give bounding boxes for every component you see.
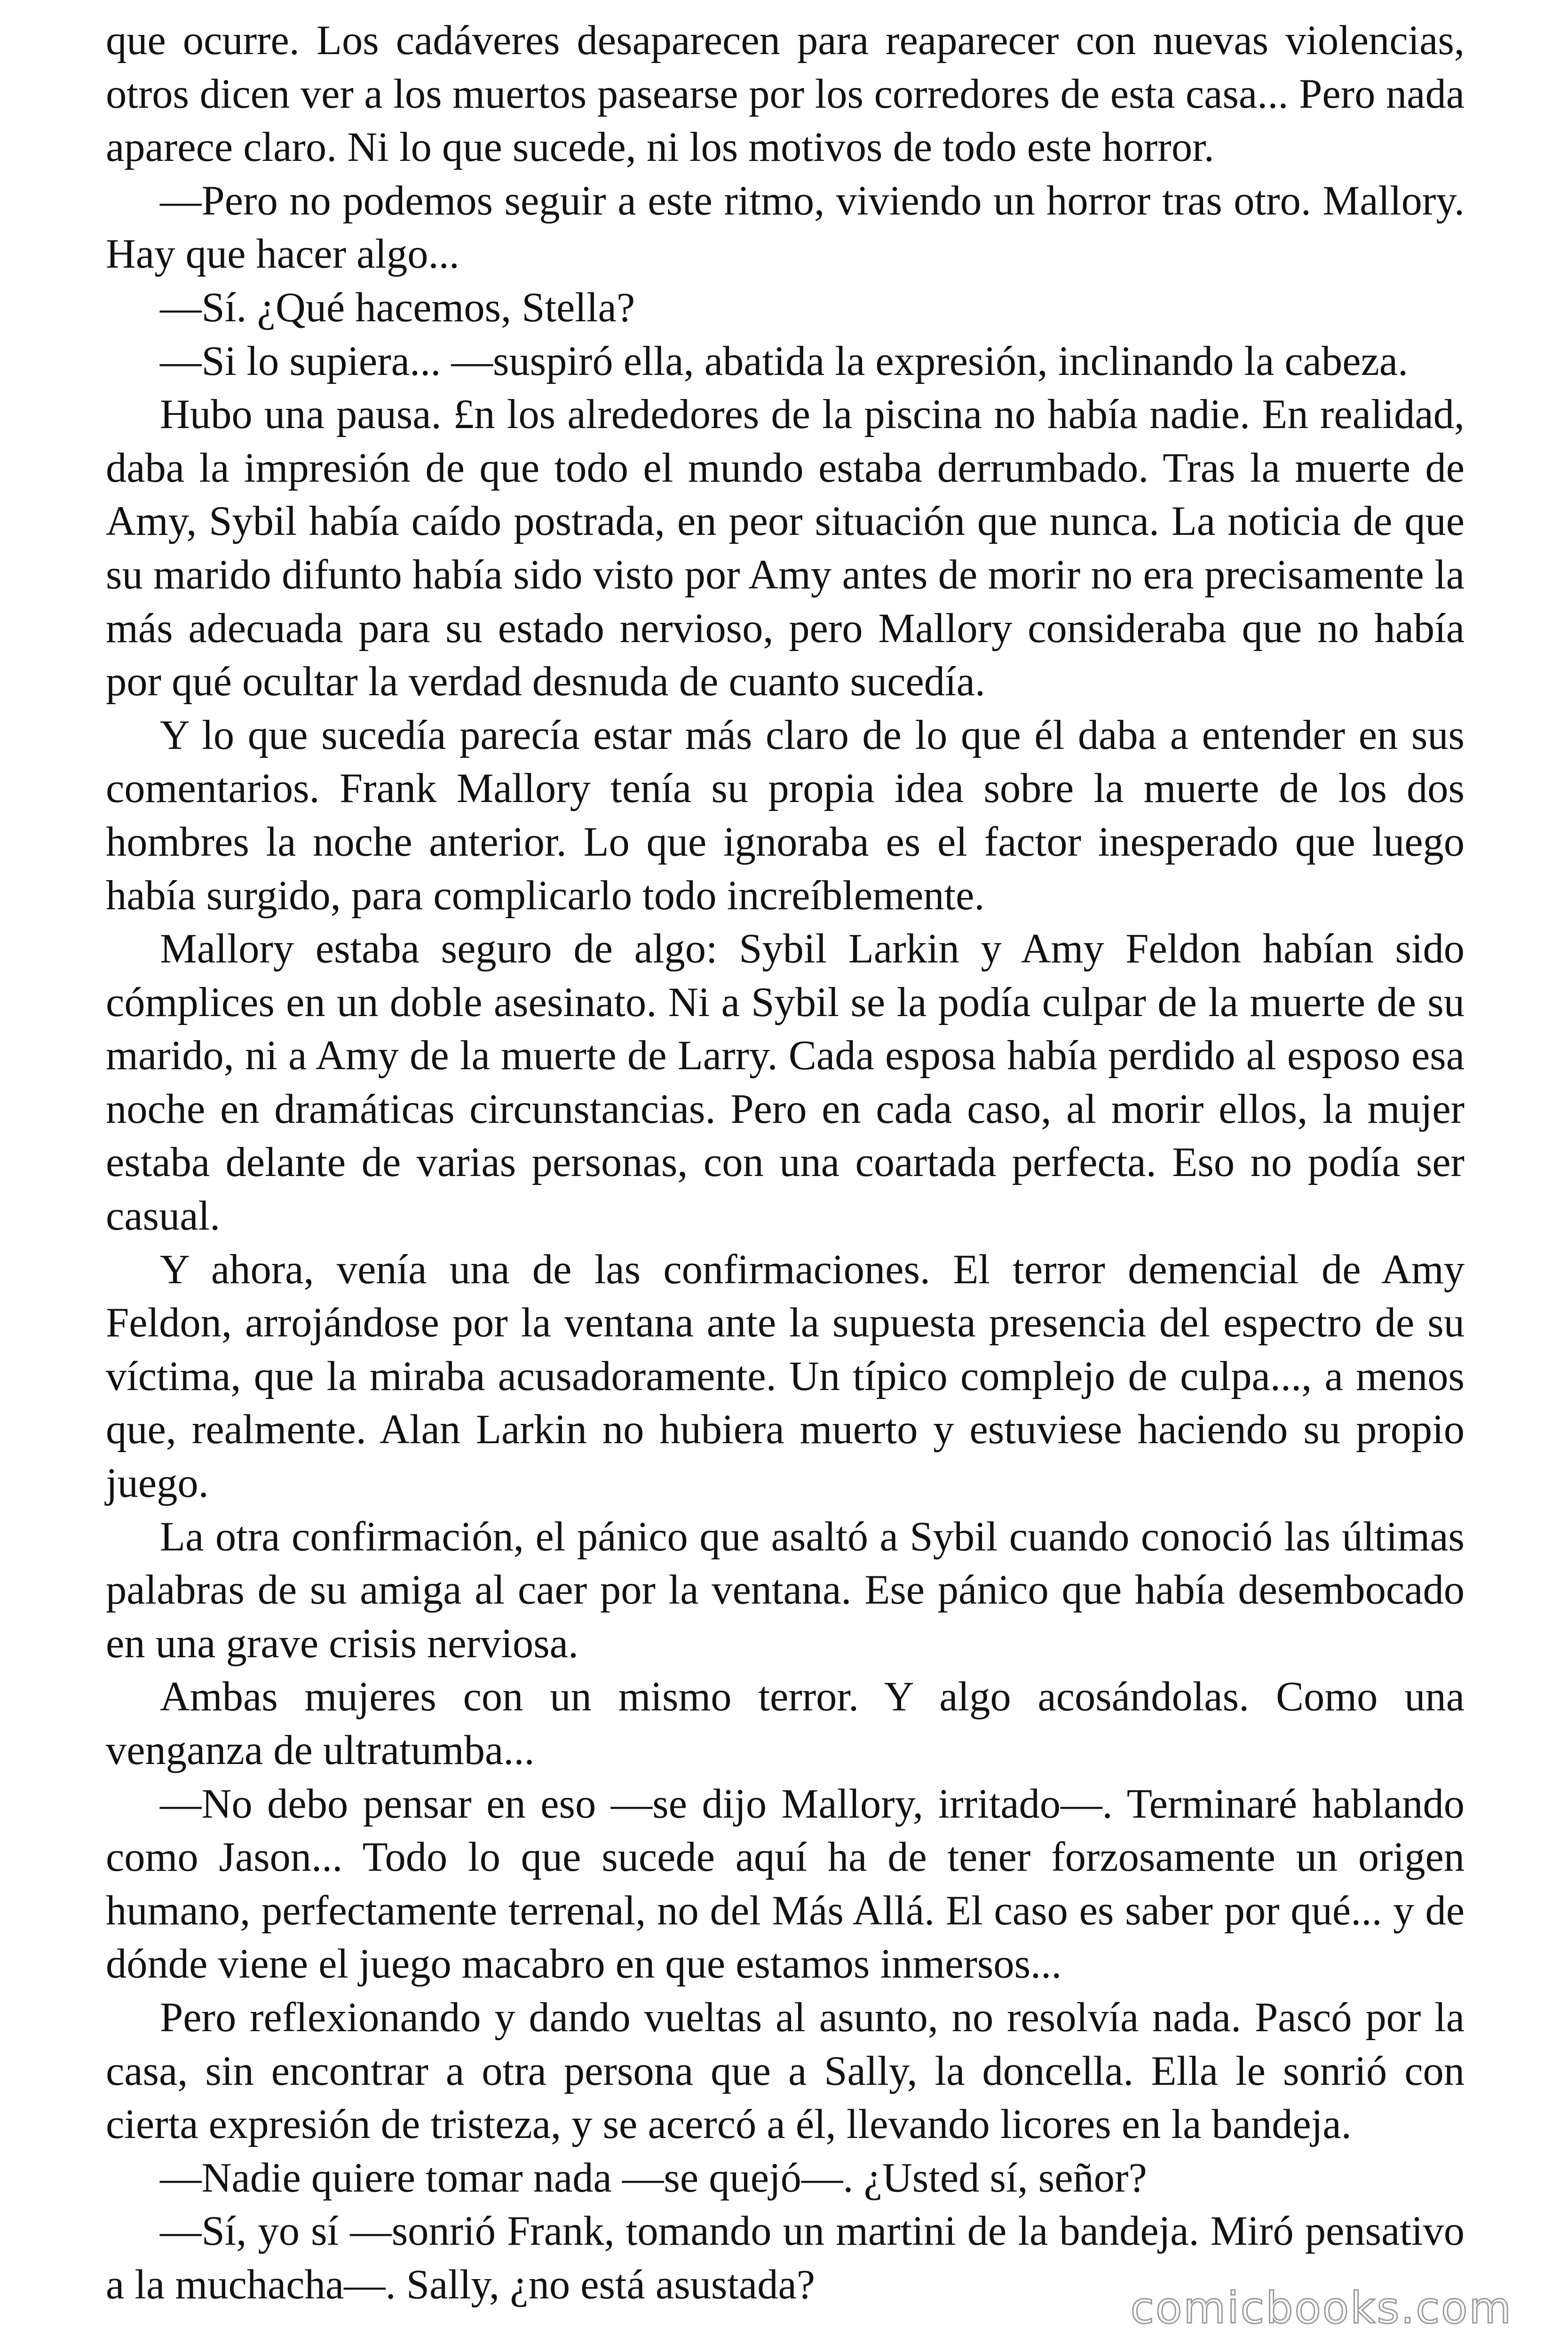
paragraph-10: Ambas mujeres con un mismo terror. Y algo acosándolas. Como una venganza de ultratumba...: [106, 1674, 1465, 1773]
watermark: comicbooks.com: [1130, 2283, 1513, 2333]
paragraph-2: —Pero no podemos seguir a este ritmo, viviendo un horror tras otro. Mallory. Hay que hacer algo...: [106, 177, 1465, 278]
paragraph-8: Y ahora, venía una de las confirmaciones. El terror demencial de Amy Feldon, arrojándose por la ventana ante la supuesta presencia del espectro de su víctima, que la miraba acusadoramente. Un típico complejo de culpa..., a menos que, realmente. Alan Larkin no hubiera muerto y estuviese haciendo su propio juego.: [106, 1246, 1465, 1507]
paragraph-14: —Sí, yo sí —sonrió Frank, tomando un martini de la bandeja. Miró pensativo a la muchacha—. Sally, ¿no está asustada?: [106, 2208, 1465, 2308]
paragraph-4: —Si lo supiera... —suspiró ella, abatida la expresión, inclinando la cabeza.: [160, 338, 1409, 384]
paragraph-13: —Nadie quiere tomar nada —se quejó—. ¿Usted sí, señor?: [160, 2154, 1147, 2201]
paragraph-5: Hubo una pausa. £n los alrededores de la piscina no había nadie. En realidad, daba la impresión de que todo el mundo estaba derrumbado. Tras la muerte de Amy, Sybil había caído postrada, en peor situación que nunca. La noticia de que su marido difunto había sido visto por Amy antes de morir no era precisamente la más adecuada para su estado nervioso, pero Mallory consideraba que no había por qué ocultar la verdad desnuda de cuanto sucedía.: [106, 391, 1465, 705]
paragraph-12: Pero reflexionando y dando vueltas al asunto, no resolvía nada. Pascó por la casa, sin encontrar a otra persona que a Sally, la doncella. Ella le sonrió con cierta expresión de tristeza, y se acercó a él, llevando licores en la bandeja.: [106, 1994, 1465, 2148]
paragraph-11: —No debo pensar en eso —se dijo Mallory, irritado—. Terminaré hablando como Jason... Todo lo que sucede aquí ha de tener forzosamente un origen humano, perfectamente terrenal, no del Más Allá. El caso es saber por qué... y de dónde viene el juego macabro en que estamos inmersos...: [106, 1780, 1465, 1987]
paragraph-7: Mallory estaba seguro de algo: Sybil Larkin y Amy Feldon habían sido cómplices en un doble asesinato. Ni a Sybil se la podía culpar de la muerte de su marido, ni a Amy de la muerte de Larry. Cada esposa había perdido al esposo esa noche en dramáticas circunstancias. Pero en cada caso, al morir ellos, la mujer estaba delante de varias personas, con una coartada perfecta. Eso no podía ser casual.: [106, 926, 1465, 1240]
paragraph-9: La otra confirmación, el pánico que asaltó a Sybil cuando conoció las últimas palabras de su amiga al caer por la ventana. Ese pánico que había desembocado en una grave crisis nerviosa.: [106, 1513, 1465, 1667]
paragraph-1: que ocurre. Los cadáveres desaparecen para reaparecer con nuevas violencias, otros dicen ver a los muertos pasearse por los corredores de esta casa... Pero nada aparece claro. Ni lo que sucede, ni los motivos de todo este horror.: [106, 17, 1465, 171]
paragraph-6: Y lo que sucedía parecía estar más claro de lo que él daba a entender en sus comentarios. Frank Mallory tenía su propia idea sobre la muerte de los dos hombres la noche anterior. Lo que ignoraba es el factor inesperado que luego había surgido, para complicarlo todo increíblemente.: [106, 712, 1465, 919]
book-page-text: [106, 14, 1465, 2312]
paragraph-3: —Sí. ¿Qué hacemos, Stella?: [160, 284, 635, 331]
